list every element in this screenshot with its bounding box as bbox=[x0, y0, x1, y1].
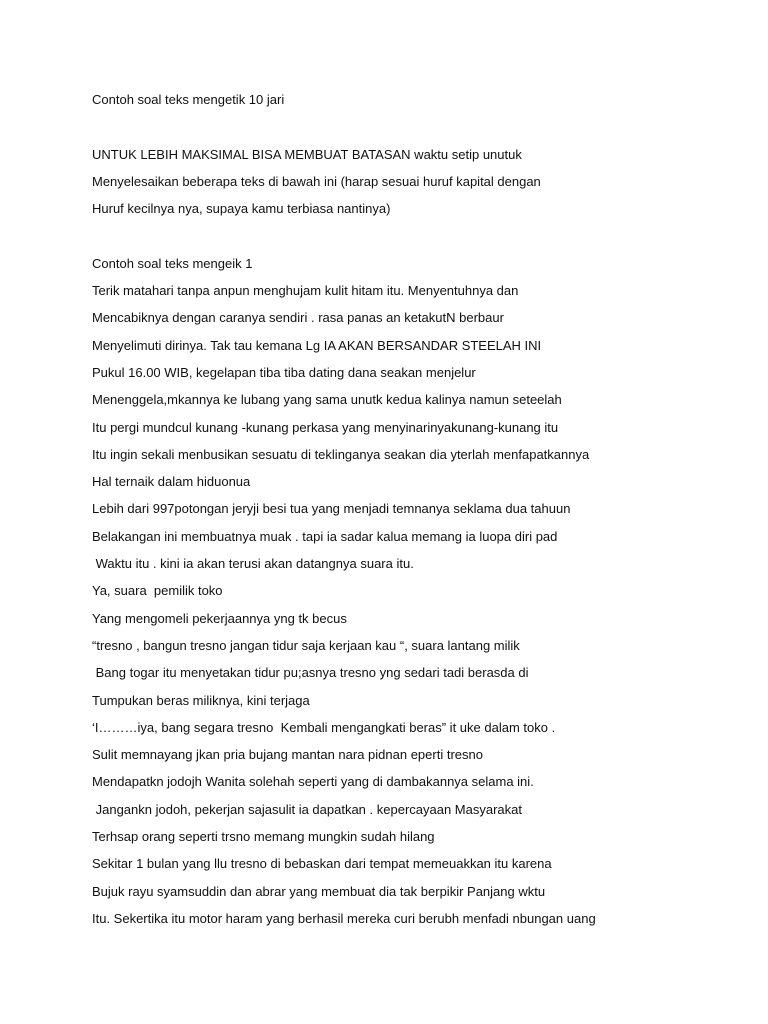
intro-line: Huruf kecilnya nya, supaya kamu terbiasa nantinya) bbox=[92, 201, 391, 217]
body-line: Tumpukan beras miliknya, kini terjaga bbox=[92, 692, 310, 708]
body-line: Waktu itu . kini ia akan terusi akan datangnya suara itu. bbox=[92, 556, 414, 572]
body-line: Lebih dari 997potongan jeryji besi tua yang menjadi temnanya seklama dua tahuun bbox=[92, 501, 571, 517]
document-content bbox=[92, 86, 732, 932]
body-line: Mencabiknya dengan caranya sendiri . rasa panas an ketakutN berbaur bbox=[92, 310, 504, 326]
document-title: Contoh soal teks mengetik 10 jari bbox=[92, 92, 285, 107]
body-line: ‘I………iya, bang segara tresno Kembali mengangkati beras” it uke dalam toko . bbox=[92, 719, 556, 735]
body-line: Bujuk rayu syamsuddin dan abrar yang membuat dia tak berpikir Panjang wktu bbox=[92, 883, 546, 899]
body-line: Itu pergi mundcul kunang -kunang perkasa yang menyinarinyakunang-kunang itu bbox=[92, 419, 559, 435]
section-heading: Contoh soal teks mengeik 1 bbox=[92, 255, 253, 271]
body-line: Yang mengomeli pekerjaannya yng tk becus bbox=[92, 610, 347, 626]
blank-line bbox=[92, 113, 732, 140]
body-line: Mendapatkn jodojh Wanita solehah seperti yang di dambakannya selama ini. bbox=[92, 774, 534, 790]
body-line: Ya, suara pemilik toko bbox=[92, 583, 223, 599]
body-line: Menyelimuti dirinya. Tak tau kemana Lg IA AKAN BERSANDAR STEELAH INI bbox=[92, 337, 542, 353]
body-line: Belakangan ini membuatnya muak . tapi ia sadar kalua memang ia luopa diri pad bbox=[92, 528, 558, 544]
body-line: Itu. Sekertika itu motor haram yang berhasil mereka curi berubh menfadi nbungan uang bbox=[92, 910, 596, 926]
body-line: “tresno , bangun tresno jangan tidur saja kerjaan kau “, suara lantang milik bbox=[92, 637, 520, 653]
body-line: Itu ingin sekali menbusikan sesuatu di teklinganya seakan dia yterlah menfapatkannya bbox=[92, 446, 590, 462]
body-line: Terik matahari tanpa anpun menghujam kulit hitam itu. Menyentuhnya dan bbox=[92, 283, 519, 299]
intro-line: Menyelesaikan beberapa teks di bawah ini (harap sesuai huruf kapital dengan bbox=[92, 173, 541, 189]
body-line: Pukul 16.00 WIB, kegelapan tiba tiba dating dana seakan menjelur bbox=[92, 364, 476, 380]
intro-line: UNTUK LEBIH MAKSIMAL BISA MEMBUAT BATASAN waktu setip unutuk bbox=[92, 146, 522, 162]
body-line: Menenggela,mkannya ke lubang yang sama unutk kedua kalinya namun seteelah bbox=[92, 392, 562, 408]
body-line: Sulit memnayang jkan pria bujang mantan nara pidnan eperti tresno bbox=[92, 747, 483, 763]
body-line: Hal ternaik dalam hiduonua bbox=[92, 474, 251, 490]
body-line: Jangankn jodoh, pekerjan sajasulit ia dapatkan . kepercayaan Masyarakat bbox=[92, 801, 522, 817]
blank-line bbox=[92, 222, 732, 249]
body-line: Bang togar itu menyetakan tidur pu;asnya tresno yng sedari tadi berasda di bbox=[92, 665, 529, 681]
body-line: Sekitar 1 bulan yang llu tresno di bebaskan dari tempat memeuakkan itu karena bbox=[92, 856, 552, 872]
body-line: Terhsap orang seperti trsno memang mungkin sudah hilang bbox=[92, 829, 435, 845]
